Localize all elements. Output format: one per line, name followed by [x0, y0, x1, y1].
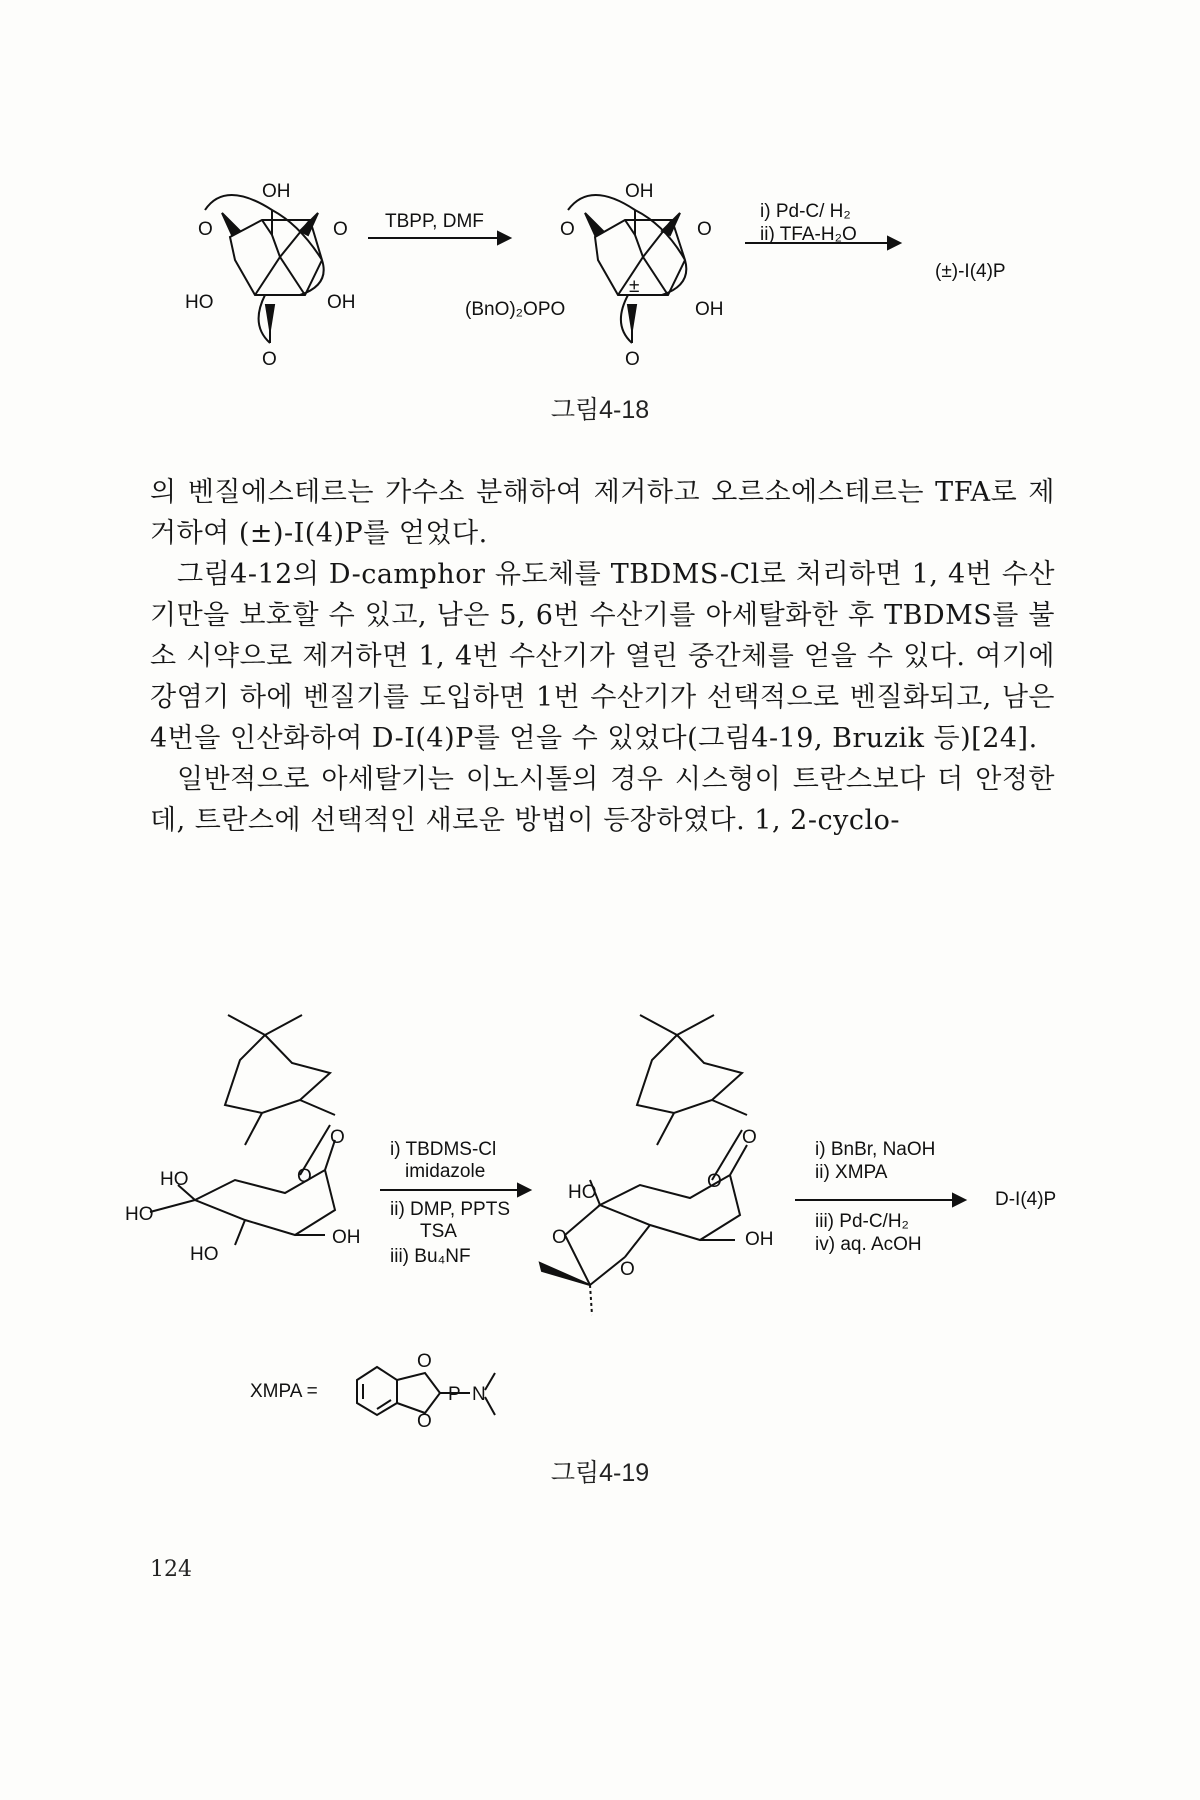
arrow2-reagent-line1: i) Pd-C/ H₂: [760, 201, 851, 222]
xmpa-o1-label: O: [417, 1351, 432, 1372]
sm-ho-1-label: HO: [160, 1169, 189, 1190]
xmpa-o2-label: O: [417, 1411, 432, 1432]
body-text: [150, 472, 1055, 841]
xmpa-n-label: N: [472, 1384, 486, 1405]
product-label: D-I(4)P: [995, 1189, 1057, 1210]
step2-line2: ii) XMPA: [815, 1162, 888, 1183]
int-acetal-o-2-label: O: [620, 1259, 635, 1280]
paragraph-1: 의 벤질에스테르는 가수소 분해하여 제거하고 오르소에스테르는 TFA로 제거하여 (±)-I(4)P를 얻었다.: [150, 477, 1055, 549]
int-o-left-label: O: [560, 219, 575, 240]
step1-line4: TSA: [420, 1221, 457, 1242]
int-o-right-label: O: [697, 219, 712, 240]
step1-line1: i) TBDMS-Cl: [390, 1139, 497, 1160]
sm-ho-left-label: HO: [185, 292, 214, 313]
sm-o-left-label: O: [198, 219, 213, 240]
sm-o-bottom-label: O: [262, 349, 277, 370]
xmpa-p-label: P: [448, 1384, 461, 1405]
sm-spiro-o-label: O: [330, 1127, 345, 1148]
sm-o-right-label: O: [333, 219, 348, 240]
int-acetal-o-1-label: O: [552, 1227, 567, 1248]
int-oh-label: OH: [745, 1229, 774, 1250]
step2-line3: iii) Pd-C/H₂: [815, 1211, 909, 1232]
step2-line4: iv) aq. AcOH: [815, 1234, 922, 1255]
figure-4-18-caption: 그림4-18: [550, 396, 650, 424]
product-label: (±)-I(4)P: [935, 261, 1006, 282]
int-ho-label: HO: [568, 1182, 597, 1203]
int-phosphate-label: (BnO)₂OPO: [465, 299, 566, 320]
sm-ho-3-label: HO: [190, 1244, 219, 1265]
page-number: 124: [150, 1557, 192, 1582]
paragraph-3: 일반적으로 아세탈기는 이노시톨의 경우 시스형이 트란스보다 더 안정한데, 트란스에 선택적인 새로운 방법이 등장하였다. 1, 2-cyclo-: [150, 764, 1055, 836]
figure-4-19-caption: 그림4-19: [550, 1459, 650, 1487]
int-pm-label: ±: [629, 276, 640, 297]
int-o-bottom-label: O: [625, 349, 640, 370]
int-spiro-o-label: O: [742, 1127, 757, 1148]
arrow2-reagent-line2: ii) TFA-H₂O: [760, 224, 857, 245]
sm-oh-right-label: OH: [327, 292, 356, 313]
paragraph-2: 그림4-12의 D-camphor 유도체를 TBDMS-Cl로 처리하면 1, 4번 수산기만을 보호할 수 있고, 남은 5, 6번 수산기를 아세탈화한 후 TBDMS를 불소 시약으로 제거하면 1, 4번 수산기가 열린 중간체를 얻을 수 있다. 여기에 강염기 하에 벤질기를 도입하면 1번 수산기가 선택적으로 벤질화되고, 남은 4번을 인산화하여 D-I(4)P를 얻을 수 있었다(그림4-19, Bruzik 등)[24].: [150, 559, 1055, 754]
sm-oh-top-label: OH: [262, 181, 291, 202]
step1-line3: ii) DMP, PPTS: [390, 1199, 511, 1220]
int-oh-right-label: OH: [695, 299, 724, 320]
sm-ring-o-label: O: [297, 1166, 312, 1187]
int-oh-top-label: OH: [625, 181, 654, 202]
step1-line5: iii) Bu₄NF: [390, 1246, 471, 1267]
arrow1-reagent-label: TBPP, DMF: [385, 211, 484, 232]
step1-line2: imidazole: [405, 1161, 486, 1182]
figure-4-19-scheme: [0, 995, 1200, 1455]
sm-ho-2-label: HO: [125, 1204, 154, 1225]
xmpa-label: XMPA =: [250, 1381, 318, 1402]
sm-oh-label: OH: [332, 1227, 361, 1248]
int-ring-o-label: O: [707, 1171, 722, 1192]
step2-line1: i) BnBr, NaOH: [815, 1139, 936, 1160]
